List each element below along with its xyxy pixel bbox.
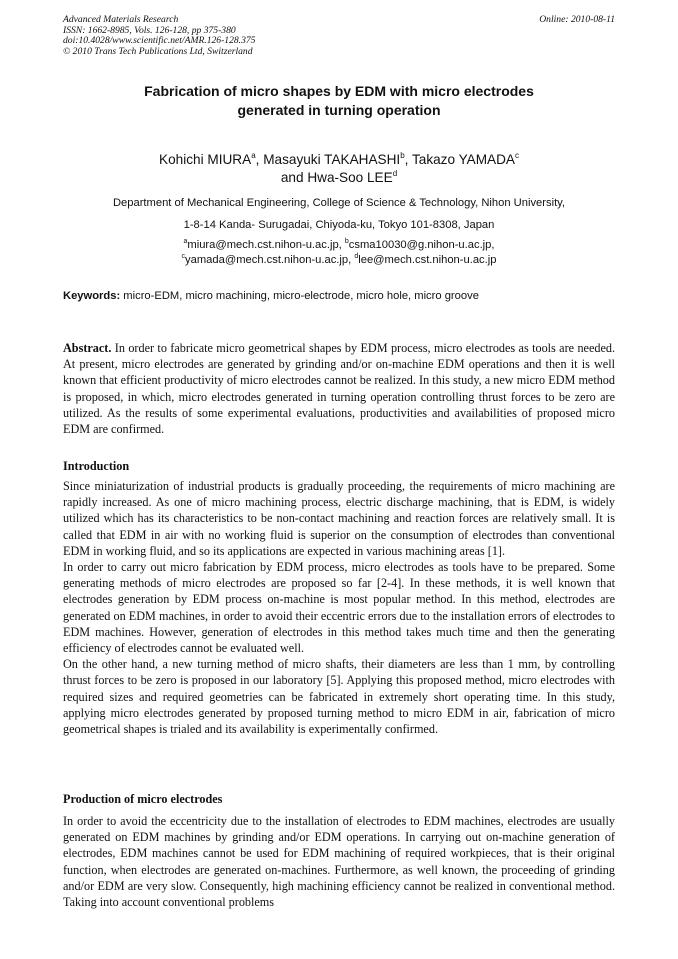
intro-paragraph-3: On the other hand, a new turning method of micro shafts, their diameters are less than 1 mm, by controlling thrust forces to be zero is proposed in our laboratory [5]. Applying this proposed method, micro electrodes with required sizes and required geometries can be fabricated in extremely short operating time. In this study, applying micro electrodes generated by proposed turning method to micro EDM in air, fabrication of micro geometrical shapes is trialed and its availability is experimentally confirmed.: [63, 657, 615, 737]
journal-name: Advanced Materials Research: [63, 14, 179, 25]
production-paragraph-1: In order to avoid the eccentricity due to the installation of electrodes to EDM machines, electrodes are usually generated on EDM machines by grinding and/or EDM operations. In carrying out on-machine generation of electrodes, EDM machines cannot be used for EDM machining of required workpieces, that is their original function, when electrodes are generated on-machines. Furthermore, as well known, the proceeding of grinding and/or EDM are very slow. Consequently, high machining efficiency cannot be realized in conventional method. Taking into account conventional problems: [63, 814, 615, 910]
keywords-label: Keywords:: [63, 290, 121, 302]
author-sep: ,: [255, 152, 264, 167]
journal-header: [63, 15, 255, 57]
email-d-sup: d: [354, 253, 359, 260]
email-b-sup: b: [344, 238, 349, 245]
email-b: csma10030@g.nihon-u.ac.jp,: [348, 239, 495, 251]
email-d: lee@mech.cst.nihon-u.ac.jp: [358, 254, 497, 266]
intro-paragraph-1: Since miniaturization of industrial products is gradually proceeding, the requirements of micro machining are rapidly increased. As one of micro machining process, electric discharge machining, that is EDM, is widely utilized which has its characteristics to be non-contact machining and reaction forces are relatively small. It is called that EDM in air with no working fluid is superior on the consumption of electrodes than conventional EDM in working fluid, and so its applications are expected in various machining areas [1].: [63, 479, 615, 558]
copyright-line: © 2010 Trans Tech Publications Ltd, Switzerland: [63, 45, 253, 57]
author-list: [63, 151, 615, 187]
author-sep: ,: [404, 152, 412, 167]
affiliation-department: Department of Mechanical Engineering, College of Science & Technology, Nihon University,: [112, 197, 566, 209]
abstract-text: In order to fabricate micro geometrical shapes by EDM process, micro electrodes as tools are needed. At present, micro electrodes are generated by grinding and/or on-machine EDM operations and then it is well known that efficient productivity of micro electrodes cannot be realized. In this study, a new micro EDM method is proposed, in which, micro electrodes generated in turning operation controlling thrust forces to be zero are utilized. As the results of some experimental evaluations, productivities and availabilities of proposed micro EDM are confirmed.: [63, 341, 615, 437]
paper-title: [63, 82, 615, 120]
abstract: [63, 340, 615, 437]
author-3-sup: c: [514, 151, 519, 160]
author-emails: [63, 238, 615, 268]
abstract-label: Abstract.: [63, 341, 112, 355]
keywords: [63, 289, 615, 303]
author-2-sup: b: [400, 151, 405, 160]
email-c-sup: c: [181, 253, 186, 260]
author-4-sup: d: [392, 169, 398, 178]
email-a: miura@mech.cst.nihon-u.ac.jp,: [187, 239, 345, 251]
author-1-sup: a: [251, 151, 256, 160]
email-a-sup: a: [183, 238, 188, 245]
production-heading: Production of micro electrodes: [63, 792, 223, 806]
affiliation-address: 1-8-14 Kanda- Surugadai, Chiyoda-ku, Tokyo 101-8308, Japan: [183, 219, 495, 231]
intro-paragraph-2: In order to carry out micro fabrication by EDM process, micro electrodes as tools have to be prepared. Some generating methods of micro electrodes are proposed so far [2-4]. In these methods, it is well known that electrodes generation by EDM process on-machine is most popular method. In this method, electrodes are generated on EDM machines, in order to avoid their eccentric errors due to the installation errors of electrodes to EDM machines. However, generation of electrodes in this method takes much time and then the generating efficiency of electrodes cannot be evaluated well.: [63, 560, 615, 656]
title-line-2: generated in turning operation: [237, 102, 441, 118]
author-1: Kohichi MIURA: [159, 152, 252, 167]
keywords-text: micro-EDM, micro machining, micro-electrode, micro hole, micro groove: [120, 290, 479, 302]
production-body: [63, 813, 615, 910]
email-c: yamada@mech.cst.nihon-u.ac.jp,: [185, 254, 355, 266]
issn-line: ISSN: 1662-8985, Vols. 126-128, pp 375-380: [63, 24, 236, 36]
doi-line: doi:10.4028/www.scientific.net/AMR.126-128.375: [63, 35, 256, 47]
author-3: Takazo YAMADA: [411, 152, 515, 167]
author-2: Masayuki TAKAHASHI: [263, 152, 401, 167]
author-4: Hwa-Soo LEE: [307, 170, 393, 185]
online-date: Online: 2010-08-11: [539, 14, 615, 25]
title-line-1: Fabrication of micro shapes by EDM with micro electrodes: [144, 83, 534, 99]
introduction-body: [63, 478, 615, 737]
introduction-heading: Introduction: [63, 459, 130, 473]
author-and: and: [280, 170, 308, 185]
